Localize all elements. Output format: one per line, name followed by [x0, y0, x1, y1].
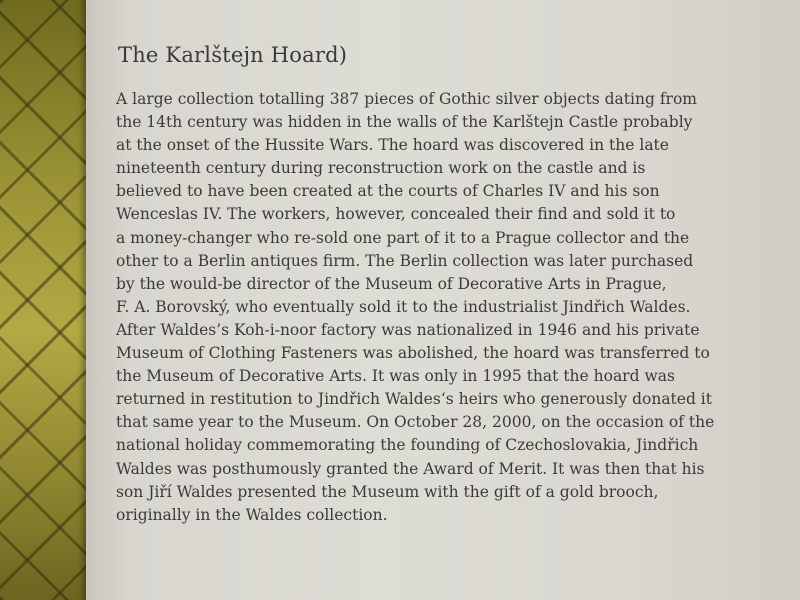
text-line: a money-changer who re-sold one part of it to a Prague collector and the [116, 228, 690, 247]
text-line: the Museum of Decorative Arts. It was only in 1995 that the hoard was [116, 367, 675, 386]
text-line: originally in the Waldes collection. [116, 505, 388, 524]
panel-body-text [116, 88, 766, 527]
tiled-floor-background [0, 0, 100, 600]
text-line: at the onset of the Hussite Wars. The hoard was discovered in the late [116, 136, 669, 155]
text-line: national holiday commemorating the founding of Czechoslovakia, Jindřich [116, 436, 699, 455]
text-line: Waldes was posthumously granted the Award of Merit. It was then that his [116, 459, 705, 478]
panel-title: The Karlštejn Hoard) [118, 43, 348, 67]
text-line: After Waldes’s Koh-i-noor factory was nationalized in 1946 and his private [116, 320, 700, 339]
text-line: Wenceslas IV. The workers, however, concealed their find and sold it to [116, 205, 676, 224]
text-line: nineteenth century during reconstruction work on the castle and is [116, 159, 646, 178]
text-line: son Jiří Waldes presented the Museum with the gift of a gold brooch, [116, 482, 659, 501]
text-line: the 14th century was hidden in the walls of the Karlštejn Castle probably [116, 113, 693, 132]
text-line: F. A. Borovský, who eventually sold it to the industrialist Jindřich Waldes. [116, 297, 691, 316]
text-line: returned in restitution to Jindřich Waldes‘s heirs who generously donated it [116, 390, 712, 409]
text-line: other to a Berlin antiques firm. The Berlin collection was later purchased [116, 251, 694, 270]
text-line: Museum of Clothing Fasteners was abolished, the hoard was transferred to [116, 344, 710, 363]
text-line: by the would-be director of the Museum of Decorative Arts in Prague, [116, 274, 667, 293]
text-line: A large collection totalling 387 pieces of Gothic silver objects dating from [116, 90, 697, 108]
text-line: believed to have been created at the courts of Charles IV and his son [116, 182, 660, 201]
text-line: that same year to the Museum. On October 28, 2000, on the occasion of the [116, 413, 715, 432]
